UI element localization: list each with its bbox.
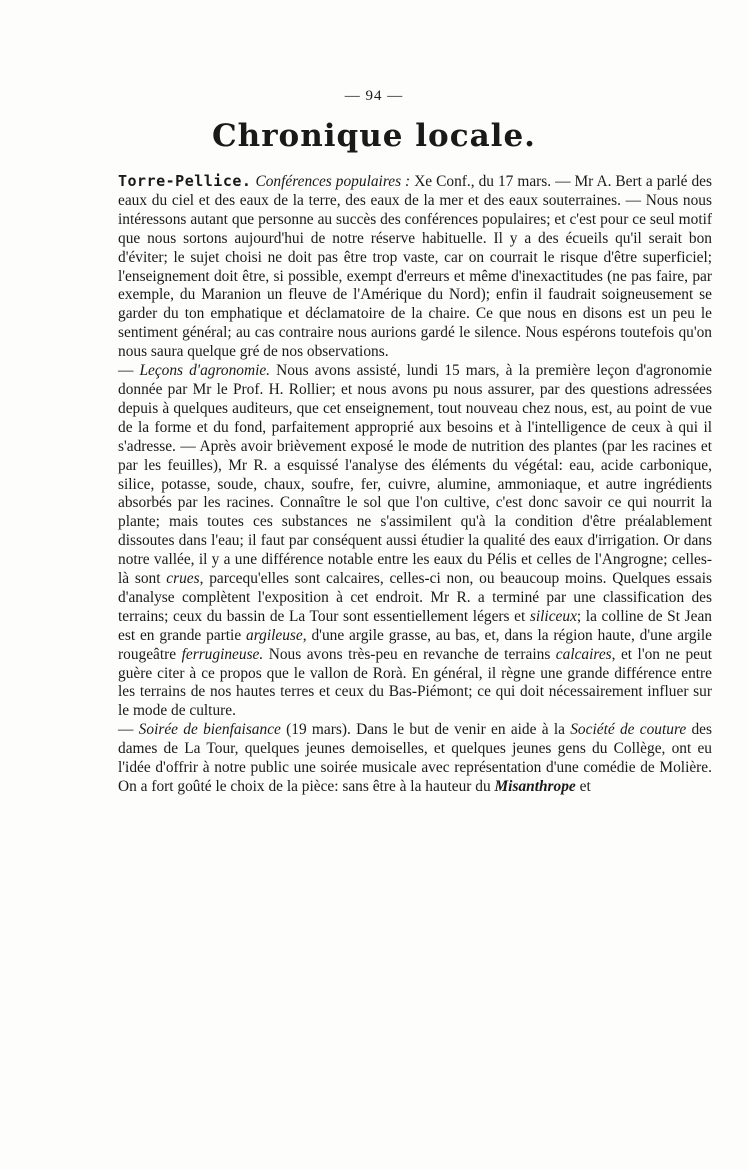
agronomie-text-e: Nous avons très-peu en revanche de terrains xyxy=(263,645,556,663)
paragraph-agronomie xyxy=(118,362,712,721)
soiree-text-a: (19 mars). Dans le but de venir en aide à la xyxy=(280,721,571,739)
subject-soiree: Soirée de bienfaisance xyxy=(138,721,281,739)
paragraph-soiree xyxy=(118,721,712,797)
paragraph-agronomie-lead: — xyxy=(118,362,140,380)
subject-conferences: Conférences populaires : xyxy=(255,173,411,190)
soiree-text-b: des dames de La Tour, quelques jeunes demoiselles, et quelques jeunes gens du Collège, ont eu l'idée d'offrir à notre public une soirée musicale avec représentation d'une comédie de Molière. On a fort goûté le choix de la pièce: sans être à la hauteur du xyxy=(118,721,712,795)
agronomie-text-d: , d'une argile grasse, au bas, et, dans la région haute, d'une argile rougeâtre xyxy=(118,626,712,663)
term-misanthrope: Misanthrope xyxy=(494,778,576,795)
paragraph-conferences xyxy=(118,172,712,362)
agronomie-text-c: ; la colline de St Jean est en grande partie xyxy=(118,607,712,644)
page-number: — 94 — xyxy=(344,88,404,104)
soiree-text-c: et xyxy=(575,778,591,795)
subject-agronomie: Leçons d'agronomie. xyxy=(139,362,271,380)
term-societe-couture: Société de couture xyxy=(570,721,687,739)
term-argileuse: argileuse xyxy=(246,626,303,644)
agronomie-text-f: , et l'on ne peut guère citer à ce propos que le vallon de Rorà. En général, il règne une grande différence entre les terrains de nos hautes terres et ceux du Bas-Piémont; ce qui doit nécessairement influer sur le mode de culture. xyxy=(118,645,712,720)
place-heading: Torre-Pellice. xyxy=(118,172,252,190)
agronomie-text-b: , parcequ'elles sont calcaires, celles-ci non, ou beaucoup moins. Quelques essais d'analyse complètent l'exposition à cet endroit. Mr R. a terminé par une classification des terrains; ceux du bassin de La Tour sont essentiellement légers et xyxy=(118,570,712,625)
term-calcaires: calcaires xyxy=(555,645,612,663)
term-siliceux: siliceux xyxy=(529,607,577,625)
term-ferrugineuse: ferrugineuse. xyxy=(181,645,264,663)
term-crues: crues xyxy=(166,570,200,588)
paragraph-conferences-text: Xe Conf., du 17 mars. — Mr A. Bert a parlé des eaux du ciel et des eaux de la terre, des eaux de la mer et des eaux souterraines. — Nous nous intéressons autant que personne au succès des conférences populaires; et c'est pour ce seul motif que nous sortons aujourd'hui de notre réserve habituelle. Il y a des écueils qu'il serait bon d'éviter; le sujet choisi ne doit pas être trop vaste, car on courrait le risque d'être superficiel; l'enseignement doit être, si possible, exempt d'erreurs et même d'inexactitudes (ne pas faire, par exemple, du Maranion un fleuve de l'Amérique du Nord); enfin il faudrait soigneusement se garder du ton emphatique et déclamatoire de la chaire. Ce que nous en disons est un peu le sentiment général; au cas contraire nous aurions gardé le silence. Nous espérons toutefois qu'on nous saura quelque gré de nos observations. xyxy=(118,173,712,361)
chronicle-title: Chronique locale. xyxy=(212,118,536,154)
agronomie-text-a: Nous avons assisté, lundi 15 mars, à la première leçon d'agronomie donnée par Mr le Prof. H. Rollier; et nous avons pu nous assurer, par des questions adressées depuis à quelques auditeurs, que cet enseignement, tout nouveau chez nous, est, au point de vue de la forme et du fond, parfaitement approprié aux besoins et à l'intelligence de ceux à qui il s'adresse. — Après avoir brièvement exposé le mode de nutrition des plantes (par les racines et par les feuilles), Mr R. a esquissé l'analyse des éléments du végétal: eau, acide carbonique, silice, potasse, soude, chaux, soufre, fer, cuivre, alumine, ammoniaque, et autre ingrédients absorbés par les racines. Connaître le sol que l'on cultive, c'est donc savoir ce qui nourrit la plante; mais toutes ces substances ne s'assimilent qu'à la condition d'être préalablement dissoutes dans l'eau; il faut par conséquent aussi étudier la qualité des eaux d'irrigation. Or dans notre vallée, il y a une différence notable entre les eaux du Pélis et celles de l'Angrogne; celles-là sont xyxy=(118,362,712,588)
paragraph-soiree-lead: — xyxy=(118,721,139,739)
article-body xyxy=(118,172,712,797)
